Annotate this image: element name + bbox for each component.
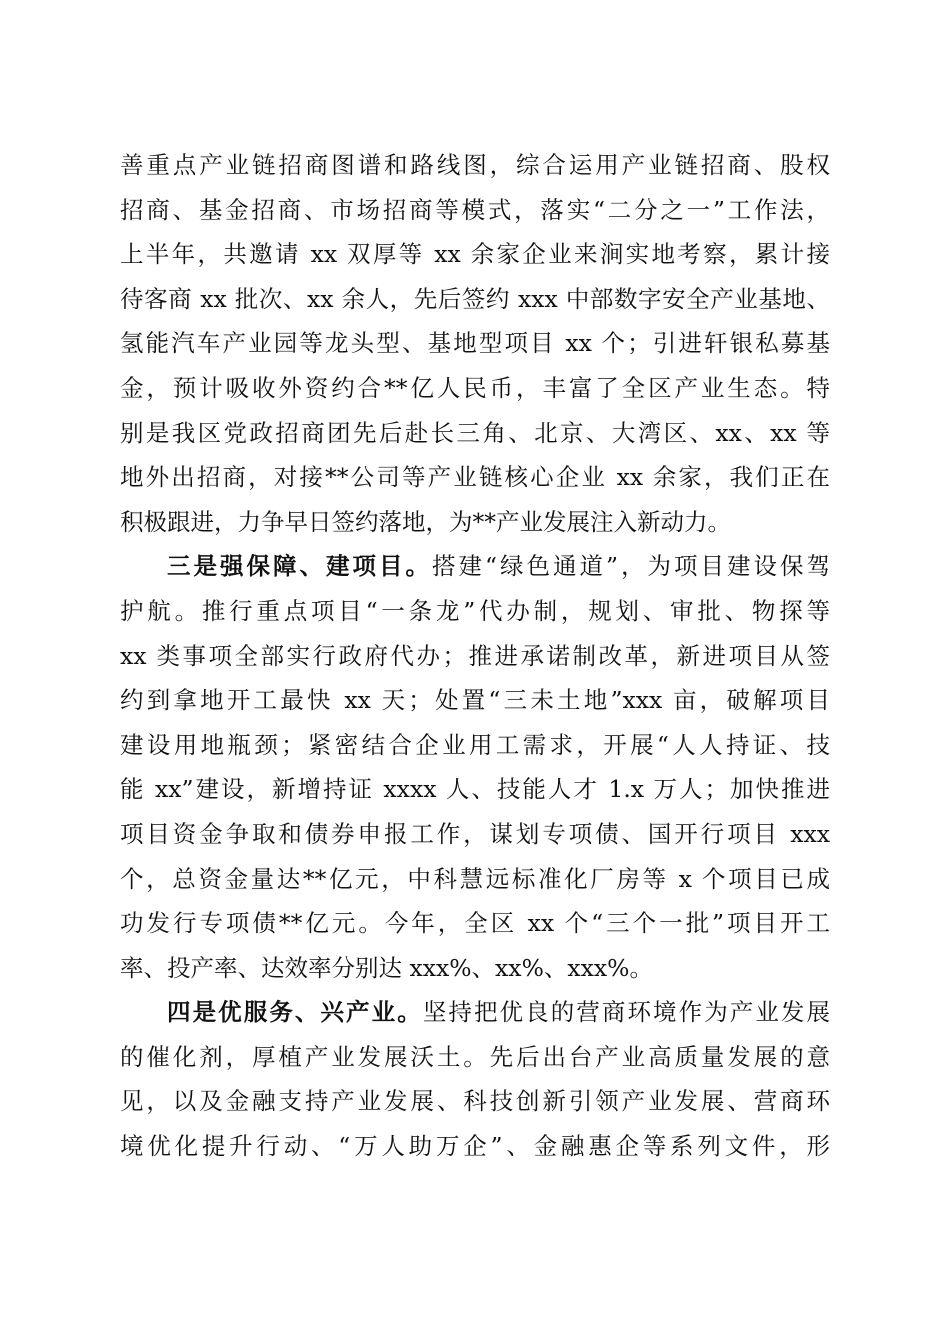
- text-line: 境优化提升行动、“万人助万企”、金融惠企等系列文件，形: [120, 1132, 830, 1161]
- text-line-first: [120, 990, 830, 1035]
- text-line: 氢能汽车产业园等龙头型、基地型项目 xx 个；引进轩银私募基: [120, 329, 830, 358]
- text-line: 个，总资金量达**亿元，中科慧远标准化厂房等 x 个项目已成: [120, 864, 830, 893]
- paragraph-lead: 四是优服务、兴产业。: [167, 998, 423, 1027]
- paragraph-project-guarantee: [120, 544, 830, 990]
- body-text: [120, 143, 830, 1169]
- text-line: xx 类事项全部实行政府代办；推进承诺制改革，新进项目从签: [120, 641, 830, 670]
- text-line: 率、投产率、达效率分别达 xxx%、xx%、xxx%。: [120, 953, 653, 982]
- text-line: 金，预计吸收外资约合**亿人民币，丰富了全区产业生态。特: [120, 373, 830, 402]
- text-line: 上半年，共邀请 xx 双厚等 xx 余家企业来涧实地考察，累计接: [120, 240, 830, 269]
- text-line: 功发行专项债**亿元。今年，全区 xx 个“三个一批”项目开工: [120, 909, 830, 938]
- text-line: 待客商 xx 批次、xx 余人，先后签约 xxx 中部数字安全产业基地、: [120, 284, 830, 313]
- text-line: 的催化剂，厚植产业发展沃土。先后出台产业高质量发展的意: [120, 1042, 830, 1071]
- text-line: 见，以及金融支持产业发展、科技创新引领产业发展、营商环: [120, 1087, 830, 1116]
- text-line: 善重点产业链招商图谱和路线图，综合运用产业链招商、股权: [120, 151, 830, 179]
- paragraph-lead-rest: 坚持把优良的营商环境作为产业发展: [422, 998, 830, 1027]
- paragraph-lead: 三是强保障、建项目。: [167, 552, 432, 581]
- text-line-first: [120, 544, 830, 589]
- text-line: 招商、基金招商、市场招商等模式，落实“二分之一”工作法，: [120, 195, 830, 224]
- text-line: 能 xx”建设，新增持证 xxxx 人、技能人才 1.x 万人；加快推进: [120, 775, 830, 804]
- text-line: 护航。推行重点项目“一条龙”代办制，规划、审批、物探等: [120, 596, 830, 625]
- text-line: 约到拿地开工最快 xx 天；处置“三未土地”xxx 亩，破解项目: [120, 686, 830, 715]
- paragraph-investment-attraction: [120, 143, 830, 544]
- text-line: 地外出招商，对接**公司等产业链核心企业 xx 余家，我们正在: [120, 463, 830, 492]
- text-line: 积极跟进，力争早日签约落地，为**产业发展注入新动力。: [120, 507, 731, 536]
- text-line: 别是我区党政招商团先后赴长三角、北京、大湾区、xx、xx 等: [120, 418, 830, 447]
- paragraph-lead-rest: 搭建“绿色通道”，为项目建设保驾: [432, 552, 830, 581]
- paragraph-service-industry: [120, 990, 830, 1168]
- text-line: 建设用地瓶颈；紧密结合企业用工需求，开展“人人持证、技: [120, 730, 830, 759]
- text-line: 项目资金争取和债券申报工作，谋划专项债、国开行项目 xxx: [120, 819, 830, 848]
